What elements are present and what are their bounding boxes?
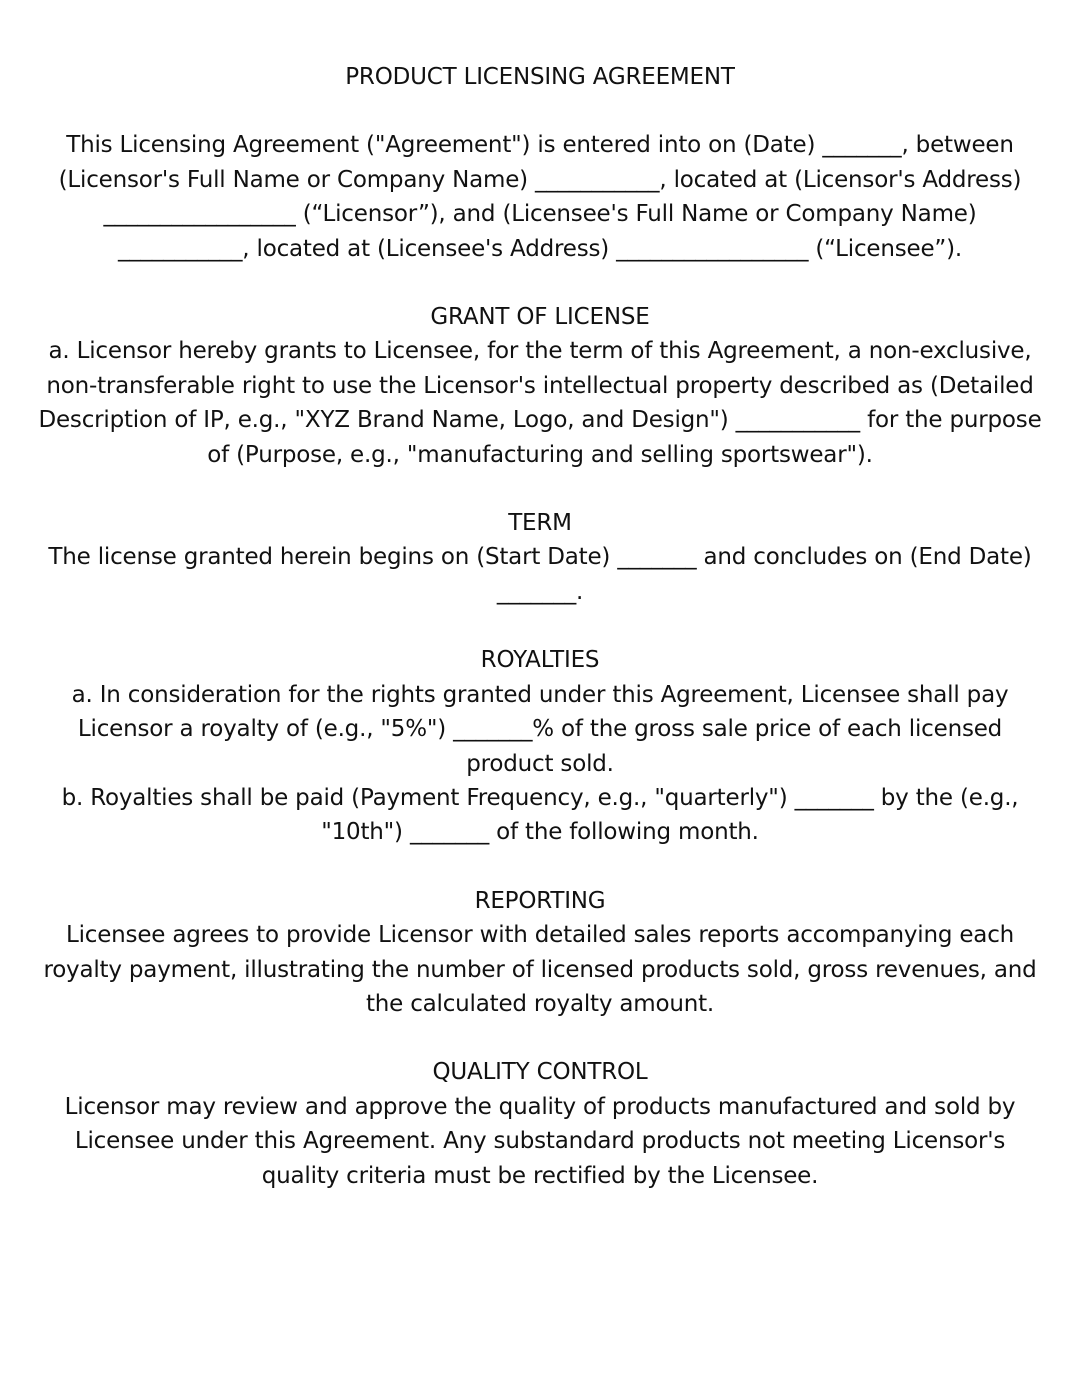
agreement-document [38,60,1042,1227]
section-reporting [38,884,1042,1022]
section-heading: GRANT OF LICENSE [430,304,650,331]
section-heading: QUALITY CONTROL [432,1059,648,1086]
section-grant-of-license [38,300,1042,472]
section-paragraph: a. In consideration for the rights granted under this Agreement, Licensee shall pay Licensor a royalty of (e.g., "5%") _______% of the gross sale price of each licensed product sold. [71,681,1009,777]
section-paragraph: Licensor may review and approve the quality of products manufactured and sold by Licensee under this Agreement. Any substandard products not meeting Licensor's quality criteria must be rectified by the Licensee. [64,1093,1016,1189]
section-heading: ROYALTIES [480,647,600,674]
intro-paragraph: This Licensing Agreement ("Agreement") is entered into on (Date) _______, between (Licensor's Full Name or Company Name) ___________, located at (Licensor's Address) _________________ (“Licensor”), and (Licensee's Full Name or Company Name) ___________, located at (Licensee's Address) _________________ (“Licensee”). [58,132,1022,262]
section-term [38,506,1042,609]
section-heading: REPORTING [474,887,606,914]
section-paragraph: The license granted herein begins on (Start Date) _______ and concludes on (End Date) _______. [48,544,1032,605]
section-quality-control [38,1055,1042,1193]
section-paragraph: b. Royalties shall be paid (Payment Frequency, e.g., "quarterly") _______ by the (e.g., "10th") _______ of the following month. [61,784,1019,846]
section-royalties [38,643,1042,849]
section-paragraph: Licensee agrees to provide Licensor with detailed sales reports accompanying each royalty payment, illustrating the number of licensed products sold, gross revenues, and the calculated royalty amount. [43,922,1037,1017]
document-title: PRODUCT LICENSING AGREEMENT [345,64,735,90]
section-paragraph: a. Licensor hereby grants to Licensee, for the term of this Agreement, a non-exclusive, non-transferable right to use the Licensor's intellectual property described as (Detailed Description of IP, e.g., "XYZ Brand Name, Logo, and Design") ___________ for the purpose of (Purpose, e.g., "manufacturing and selling sportswear"). [38,338,1042,468]
section-heading: TERM [508,510,572,537]
